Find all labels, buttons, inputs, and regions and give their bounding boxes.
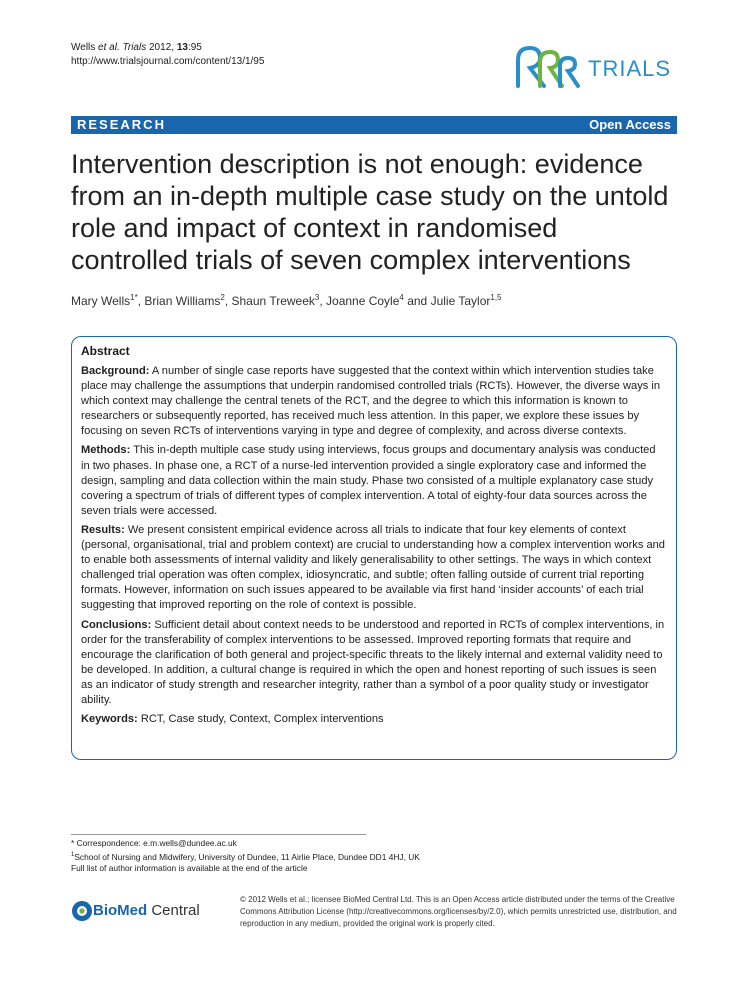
article-type-label: RESEARCH	[77, 117, 166, 132]
trials-logo-icon	[510, 40, 590, 92]
author-affiliation-sup: 3	[314, 293, 320, 302]
author-name: Brian Williams	[144, 294, 221, 308]
citation-authors: Wells	[71, 42, 96, 53]
section-label: Conclusions:	[81, 618, 152, 631]
section-label: Background:	[81, 365, 150, 377]
citation-volume: 13	[176, 42, 188, 53]
section-label: Keywords:	[81, 713, 138, 726]
author-affiliation-sup: 1*	[130, 293, 138, 302]
abstract-conclusions	[81, 618, 667, 709]
trials-logo-text: TRIALS	[588, 56, 672, 81]
abstract-results	[81, 523, 667, 614]
abstract-background	[81, 364, 667, 439]
citation-journal: Trials	[122, 42, 147, 53]
section-label: Methods:	[81, 444, 131, 457]
abstract-keywords	[81, 712, 667, 727]
open-access-label: Open Access	[589, 117, 671, 132]
author-separator: ,	[137, 294, 145, 308]
citation-header	[71, 41, 264, 69]
section-text: RCT, Case study, Context, Complex interventions	[140, 713, 384, 726]
author-separator: ,	[319, 294, 327, 308]
central-word: Central	[147, 902, 200, 919]
biomed-central-logo-text	[93, 902, 200, 919]
author-separator: ,	[224, 294, 232, 308]
citation-etal: et al.	[98, 42, 120, 53]
author-affiliation-sup: 2	[220, 293, 225, 302]
abstract-box	[71, 336, 677, 760]
author-name: Julie Taylor	[430, 294, 491, 308]
author-separator: and	[403, 294, 431, 308]
author-name: Mary Wells	[71, 294, 131, 308]
article-title: Intervention description is not enough: evidence from an in-depth multiple case study on the untold role and impact of context in randomised controlled trials of seven complex interventions	[71, 149, 669, 275]
section-text: Sufficient detail about context needs to be understood and reported in RCTs of complex interventions, in order for the transferability of complex interventions to be assessed. Improved reporting formats that require and encourage the clarification of both general and project-specific threats to the likely internal and external validity need to be developed. In addition, a cultural change is required in which the open and honest reporting of such issues is seen as an indicator of study strength and researcher integrity, rather than a symbol of a poor quality study or investigator ability.	[81, 618, 665, 706]
biomed-word: BioMed	[93, 902, 148, 919]
section-text: We present consistent empirical evidence across all trials to indicate that four key elements of context (personal, organisational, trial and problem context) are crucial to understanding how a complex intervention works and to enable both assessments of internal validity and likely generalisability to other settings. The ways in which context challenged trial operation was often complex, idiosyncratic, and subtle; often falling outside of current trial reporting formats. However, information on such issues appeared to be available via first hand ‘insider accounts’ of each trial suggesting that improved reporting on the role of context is possible.	[81, 523, 665, 612]
abstract-heading: Abstract	[81, 344, 130, 358]
author-list	[71, 293, 681, 308]
trials-logo	[510, 40, 670, 92]
footnote-divider	[71, 834, 366, 835]
license-text: © 2012 Wells et al.; licensee BioMed Central Ltd. This is an Open Access article distributed under the terms of the Creative Commons Attribution License (http://creativecommons.org/licenses/by/2.0), which permits unrestricted use, distribution, and reproduction in any medium, provided the original work is properly cited.	[240, 895, 677, 928]
author-affiliation-sup: 1,5	[490, 293, 502, 302]
biomed-central-logo	[71, 896, 216, 926]
affiliation	[71, 850, 491, 863]
citation-year: 2012,	[149, 42, 175, 53]
citation-url[interactable]: http://www.trialsjournal.com/content/13/1/95	[71, 56, 265, 67]
author-info-note: Full list of author information is available at the end of the article	[71, 862, 308, 873]
affiliation-sup: 1	[71, 851, 75, 858]
correspondence: * Correspondence: e.m.wells@dundee.ac.uk	[71, 838, 237, 848]
author-affiliation-sup: 4	[399, 293, 404, 302]
article-type-banner	[71, 116, 677, 134]
section-label: Results:	[81, 523, 125, 536]
footnotes	[71, 838, 491, 874]
affiliation-text: School of Nursing and Midwifery, University of Dundee, 11 Airlie Place, Dundee DD1 4HJ, UK	[74, 851, 420, 862]
abstract-methods	[81, 443, 667, 518]
section-text: A number of single case reports have suggested that the context within which intervention studies take place may challenge the assumptions that underpin randomised controlled trials (RCTs). However, the diverse ways in which context may challenge the central tenets of the RCT, and the degree to which this information is known to researchers or subsequently reported, has received much less attention. In this paper, we explore these issues by focusing on seven RCTs of interventions varying in type and degree of complexity, and across diverse contexts.	[81, 365, 661, 438]
section-text: This in-depth multiple case study using interviews, focus groups and documentary analysis was conducted in two phases. In phase one, a RCT of a nurse-led intervention provided a single exploratory case and informed the design, sampling and data collection within the main study. Phase two consisted of a multiple explanatory case study covering a spectrum of trials of different types of complex intervention. A total of eighty-four data sources across the seven trials were accessed.	[81, 444, 656, 517]
biomed-central-logo-icon	[71, 898, 93, 924]
author-name: Joanne Coyle	[326, 294, 400, 308]
citation-article: :95	[187, 42, 202, 53]
author-name: Shaun Treweek	[231, 294, 315, 308]
